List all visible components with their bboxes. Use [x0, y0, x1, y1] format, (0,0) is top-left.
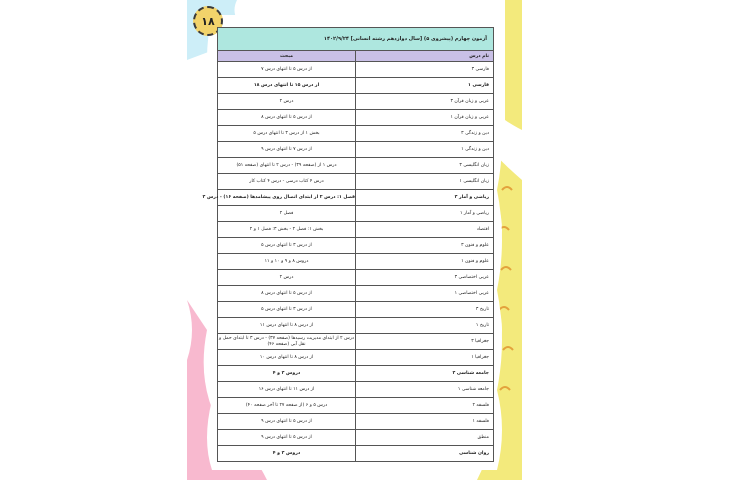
topic-cell: از درس ۵ تا انتهای درس ۹ [218, 430, 356, 446]
topic-cell: فصل ۲ [218, 206, 356, 222]
table-row [218, 110, 494, 126]
table-header-row [218, 51, 494, 62]
table-row [218, 414, 494, 430]
subject-cell: منطق [356, 430, 494, 446]
topic-cell: دروس ۳ و ۴ [218, 446, 356, 462]
topic-cell: بخش ۱ از درس ۳ تا انتهای درس ۵ [218, 126, 356, 142]
table-row [218, 158, 494, 174]
table-row [218, 142, 494, 158]
page-number-badge: ۱۸ [193, 6, 223, 36]
subject-cell: عربی و زبان قرآن ۱ [356, 110, 494, 126]
subject-cell: ریاضی و آمار ۱ [356, 206, 494, 222]
topic-cell: از درس ۵ تا انتهای درس ۸ [218, 286, 356, 302]
subject-cell: زبان انگلیسی ۳ [356, 158, 494, 174]
subject-cell: جامعه شناسی ۱ [356, 382, 494, 398]
subject-cell: ریاضی و آمار ۳ [356, 190, 494, 206]
topic-cell: از درس ۱۵ تا انتهای درس ۱۸ [218, 78, 356, 94]
topic-cell: از درس ۳ تا انتهای درس ۵ [218, 302, 356, 318]
table-row [218, 190, 494, 206]
topic-cell: دروس ۳ و ۴ [218, 366, 356, 382]
subject-cell: جغرافیا ۳ [356, 334, 494, 350]
table-row [218, 398, 494, 414]
topic-cell: از درس ۵ تا انتهای درس ۷ [218, 62, 356, 78]
subject-cell: فارسی ۳ [356, 62, 494, 78]
topic-cell: دروس ۸ و ۹ و ۱۰ و ۱۱ [218, 254, 356, 270]
subject-cell: دین و زندگی ۳ [356, 126, 494, 142]
topic-cell: درس ۲ از ابتدای مدیریت رسیدها (صفحه ۳۷) - درس ۳ تا ابتدای حمل و نقل آبی (صفحه ۴۶) [218, 334, 356, 350]
subject-cell: دین و زندگی ۱ [356, 142, 494, 158]
subject-cell: عربی اختصاصی ۳ [356, 270, 494, 286]
topic-cell: درس ۵ و ۶ (از صفحه ۲۷ تا آخر صفحه ۴۰) [218, 398, 356, 414]
topic-cell: از درس ۸ تا انتهای درس ۱۱ [218, 318, 356, 334]
table-row [218, 446, 494, 462]
topic-cell: از درس ۱۱ تا انتهای درس ۱۶ [218, 382, 356, 398]
topic-cell: درس ۲ [218, 270, 356, 286]
table-row [218, 238, 494, 254]
table-row [218, 430, 494, 446]
table-row [218, 318, 494, 334]
table-row [218, 62, 494, 78]
topic-cell: درس ۲ [218, 94, 356, 110]
topic-cell: از درس ۵ تا انتهای درس ۸ [218, 110, 356, 126]
topic-cell: درس ۴ کتاب درسی - درس ۴ کتاب کار [218, 174, 356, 190]
subject-cell: فلسفه ۲ [356, 398, 494, 414]
subject-cell: تاریخ ۳ [356, 302, 494, 318]
document-page [187, 0, 522, 480]
table-row [218, 366, 494, 382]
table-row [218, 270, 494, 286]
exam-schedule-table [202, 27, 494, 462]
table-row [218, 78, 494, 94]
topic-cell: بخش ۱: فصل ۲ - بخش ۳: فصل ۱ و ۲ [218, 222, 356, 238]
table-row [218, 94, 494, 110]
topic-cell: از درس ۵ تا انتهای درس ۹ [218, 414, 356, 430]
subject-cell: عربی اختصاصی ۱ [356, 286, 494, 302]
table-row [218, 206, 494, 222]
table-row [218, 286, 494, 302]
subject-cell: علوم و فنون ۳ [356, 238, 494, 254]
table-row [218, 174, 494, 190]
table-row [218, 350, 494, 366]
subject-cell: فارسی ۱ [356, 78, 494, 94]
table-row [218, 334, 494, 350]
table-row [218, 302, 494, 318]
topic-cell: از درس ۷ تا انتهای درس ۹ [218, 142, 356, 158]
topic-cell: از درس ۳ تا انتهای درس ۵ [218, 238, 356, 254]
table-title: آزمون چهارم (پیشروی ۵) [سال دوازدهم رشته انسانی] ۱۴۰۲/۹/۲۴ [218, 28, 494, 51]
table-row [218, 382, 494, 398]
subject-cell: جامعه شناسی ۳ [356, 366, 494, 382]
table-row [218, 222, 494, 238]
subject-cell: تاریخ ۱ [356, 318, 494, 334]
topic-cell: درس ۱ از (صفحه ۳۹) - درس ۲ تا انتهای (صفحه ۵۱) [218, 158, 356, 174]
subject-cell: روان شناسی [356, 446, 494, 462]
subject-cell: علوم و فنون ۱ [356, 254, 494, 270]
subject-cell: جغرافیا ۱ [356, 350, 494, 366]
subject-cell: عربی و زبان قرآن ۳ [356, 94, 494, 110]
subject-cell: فلسفه ۱ [356, 414, 494, 430]
subject-cell: اقتصاد [356, 222, 494, 238]
header-subject: نام درس [356, 51, 494, 62]
subject-cell: زبان انگلیسی ۱ [356, 174, 494, 190]
topic-cell: فصل ۱: درس ۲ از ابتدای اتصال روی پیشامدها (صفحه ۱۶) - درس ۳ [218, 190, 356, 206]
topic-cell: از درس ۸ تا انتهای درس ۱۰ [218, 350, 356, 366]
table-row [218, 254, 494, 270]
table-row [218, 126, 494, 142]
table-title-row [218, 28, 494, 51]
header-topic: مبحث [218, 51, 356, 62]
